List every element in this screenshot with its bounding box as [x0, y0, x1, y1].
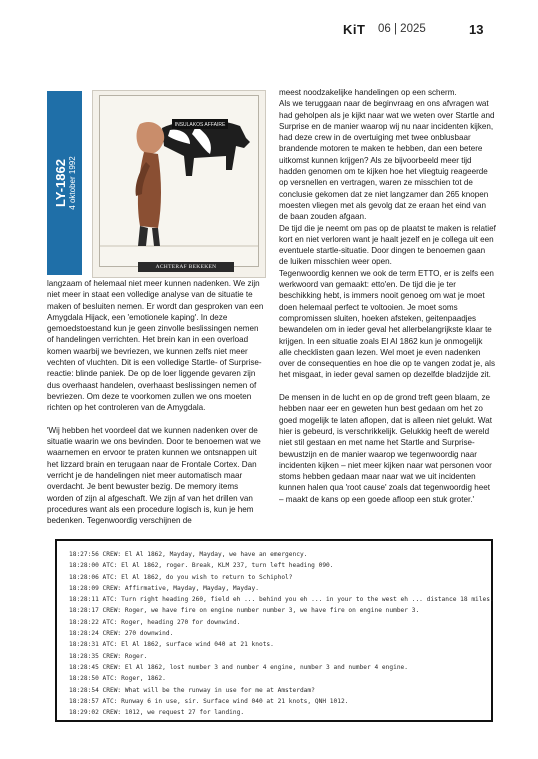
paragraph: De mensen in de lucht en op de grond treft geen blaam, ze hebben naar eer en geweten hun best gedaan om het zo goed mogelijk te laten aflopen, dat is alleen niet gelukt. Wat hier is gebeurd, is verschrikkelijk. Gelukkig heeft de wereld niet stil gestaan en met name het Startle and Surprise-bewustzijn en de manier waarop we tegenwoordig naar incidenten kijken – niet meer kijken naar wat personen voor stoms hebben gedaan maar naar wat we uit incidenten kunnen halen qua 'root cause' zoals dat tegenwoordig heet – maakt de kans op een goede afloop een stuk groter.' — [279, 393, 492, 504]
character-head — [137, 122, 165, 154]
transcript-line: 18:28:24 CREW: 270 downwind. — [69, 630, 174, 638]
transcript-line: 18:28:11 ATC: Turn right heading 260, field eh ... behind you eh ... in your to the west eh ... distance 18 miles. — [69, 596, 494, 604]
transcript-line: 18:28:31 ATC: El Al 1862, surface wind 040 at 21 knots. — [69, 641, 274, 649]
paragraph: meest noodzakelijke handelingen op een scherm. — [279, 88, 457, 97]
transcript-line: 18:28:22 ATC: Roger, heading 270 for downwind. — [69, 618, 241, 626]
editorial-cartoon — [92, 90, 266, 278]
flight-date: 4 oktober 1992 — [67, 156, 77, 210]
cartoon-illustration — [100, 96, 258, 266]
article-column-right — [279, 87, 496, 516]
issue-number: 06 | 2025 — [378, 23, 426, 35]
paragraph: langzaam of helemaal niet meer kunnen nadenken. We zijn niet meer in staat een volledige analyse van de situatie te maken of besluiten nemen. Er wordt dan gesproken van een Amygdala Hijack, een 'emotionele kaping'. In deze gemoedstoestand kun je geen zinvolle beslissingen nemen of handelingen verrichten. Het brein kan in een overload komen waarbij we bevriezen, we kunnen zelfs niet meer vechten of vluchten. Dit is een volledige Startle- of Surprise-reactie: blinde paniek. De op de loer liggende gevaren zijn dus overhaast handelen, overhaast beslissingen nemen of bevriezen. Om deze te voorkomen zullen we ons moeten richten op het controleren van de Amygdala. — [47, 279, 264, 413]
flight-sidebar — [47, 91, 82, 275]
page-number: 13 — [469, 22, 484, 37]
cow-banner: INSULAKOS AFFAIRE — [174, 122, 226, 128]
transcript-line: 18:29:02 CREW: 1012, we request 27 for landing. — [69, 709, 245, 717]
sidebar-label — [53, 156, 77, 209]
transcript-line: 18:28:06 ATC: El Al 1862, do you wish to return to Schiphol? — [69, 573, 293, 581]
page-header — [0, 22, 538, 42]
flight-code: LY-1862 — [52, 159, 68, 207]
cartoon-frame — [99, 95, 259, 270]
transcript-line: 18:27:56 CREW: El Al 1862, Mayday, Mayday, we have an emergency. — [69, 551, 308, 558]
paragraph: De tijd die je neemt om pas op de plaatst te maken is relatief kort en niet verloren want je haalt jezelf en je collega uit een eventuele startle-situatie. Door dingen te benoemen gaan de luiken misschien weer open. — [279, 223, 496, 267]
magazine-brand: KiT — [343, 22, 366, 37]
transcript-line: 18:28:00 ATC: El Al 1862, roger. Break, KLM 237, turn left heading 090. — [69, 562, 334, 570]
transcript-line: 18:28:50 ATC: Roger, 1862. — [69, 675, 166, 683]
transcript-line: 18:28:09 CREW: Affirmative, Mayday, Mayday, Mayday. — [69, 584, 259, 592]
transcript-line: 18:28:45 CREW: El Al 1862, lost number 3 and number 4 engine, number 3 and number 4 engine. — [69, 663, 408, 671]
character-legs — [138, 226, 160, 246]
article-column-left — [47, 278, 264, 538]
paragraph: Tegenwoordig kennen we ook de term ETTO, er is zelfs een werkwoord van gemaakt: etto'en. De tijd die je ter beschikking hebt, is immers nooit genoeg om wat je moet doen helemaal perfect te voltooien. Je moet soms compromissen sluiten, hoeken afsteken, geitenpaadjes bewandelen om in ieder geval het allerbelangrijkste klaar te krijgen. In een situatie zoals El Al 1862 kun je onmogelijk alle checklisten gaan lezen. Wel moet je even nadenken over de consequenties en hoe die op te vangen zodat je, als het misgaat, in ieder geval samen op dezelfde bladzijde zit. — [279, 268, 495, 380]
transcript-line: 18:28:35 CREW: Roger. — [69, 652, 148, 660]
paragraph: 'Wij hebben het voordeel dat we kunnen nadenken over de situatie waarin we ons bevinden. Door te benoemen wat we waarnemen en ervoor te praten kunnen we ontsnappen uit het lizzard brain en terugaan naar de Frontale Cortex. Dan verricht je de handelingen niet meer automatisch maar overdacht. Je bent bewuster bezig. De memory items worden of zijn al afgeschaft. We zijn af van het drillen van procedures want als een procedure logisch is, kun je hem bedenken. Tegenwoordig verschijnen de — [47, 425, 261, 526]
atc-transcript-box — [55, 539, 493, 722]
transcript-line: 18:28:17 CREW: Roger, we have fire on engine number number 3, we have fire on engine number 3. — [69, 607, 420, 615]
transcript-line: 18:28:57 ATC: Runway 6 in use, sir. Surface wind 040 at 21 knots, QNH 1012. — [69, 697, 349, 705]
transcript-line: 18:28:54 CREW: What will be the runway in use for me at Amsterdam? — [69, 686, 315, 694]
cartoon-caption: ACHTERAF BEKEKEN — [138, 262, 234, 272]
paragraph: Als we teruggaan naar de beginvraag en ons afvragen wat had geholpen als je kijkt naar wat we weten over Startle and Surprise en de manier waarop wij nu naar incidenten kijken, had deze crew in de overtuiging met twee onblusbaar brandende motoren te maken te hebben, dan een betere uitkomst kunnen krijgen? Als ze bijvoorbeeld meer tijd hadden genomen om te kijken hoe het vliegtuig reageerde op versnellen en vertragen, waren ze misschien tot de conclusie gekomen dat ze niet langzamer dan 265 knopen moesten vliegen met als gevolg dat ze eraan het eind van de baan zouden afgaan. — [279, 99, 495, 222]
